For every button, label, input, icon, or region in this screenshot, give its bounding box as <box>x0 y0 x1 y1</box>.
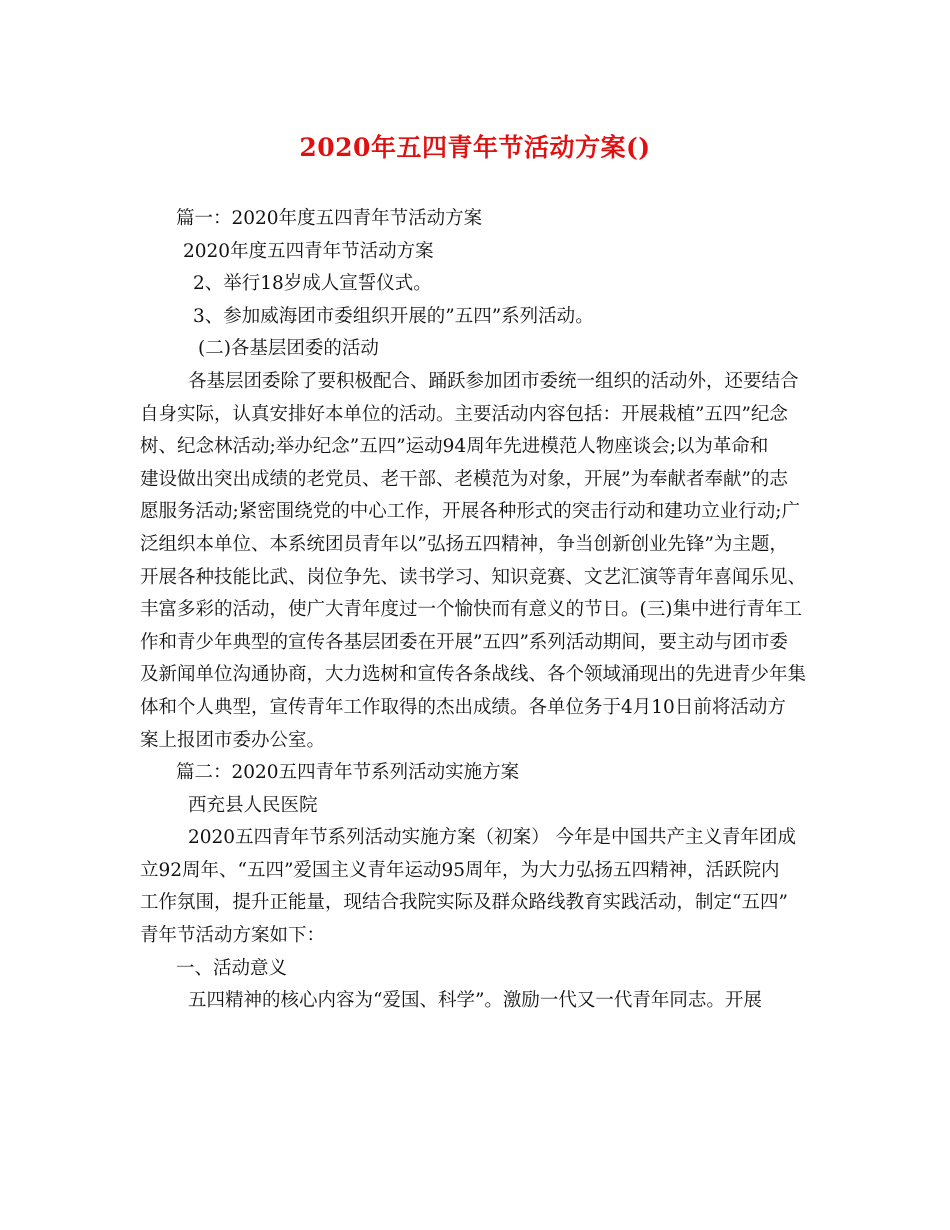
text-line: 建设做出突出成绩的老党员、老干部、老模范为对象，开展”为奉献者奉献”的志 <box>140 468 788 490</box>
text-line: 愿服务活动;紧密围绕党的中心工作，开展各种形式的突击行动和建功立业行动;广 <box>140 501 800 523</box>
text-line: 立92周年、“五四”爱国主义青年运动95周年，为大力弘扬五四精神，活跃院内 <box>140 859 780 881</box>
text-line: 案上报团市委办公室。 <box>140 729 326 751</box>
document-body <box>140 203 820 1018</box>
text-line: 工作氛围，提升正能量，现结合我院实际及群众路线教育实践活动，制定“五四” <box>140 892 788 914</box>
text-line: 青年节活动方案如下： <box>140 925 326 947</box>
text-line: 树、纪念林活动;举办纪念”五四”运动94周年先进模范人物座谈会;以为革命和 <box>140 436 769 458</box>
paragraph-item-2: 2、举行18岁成人宣誓仪式。 <box>193 273 432 295</box>
text-line: 2020五四青年节系列活动实施方案（初案） 今年是中国共产主义青年团成 <box>188 827 796 849</box>
text-line: 泛组织本单位、本系统团员青年以”弘扬五四精神，争当创新创业先锋”为主题， <box>140 533 788 555</box>
text-line: 丰富多彩的活动，使广大青年度过一个愉快而有意义的节日。(三)集中进行青年工 <box>140 599 802 621</box>
paragraph-part1-subtitle: 2020年度五四青年节活动方案 <box>183 240 434 262</box>
paragraph-item-3: 3、参加威海团市委组织开展的”五四”系列活动。 <box>193 305 594 327</box>
text-line: 各基层团委除了要积极配合、踊跃参加团市委统一组织的活动外，还要结合 <box>188 370 799 392</box>
paragraph-section-2: (二)各基层团委的活动 <box>198 338 379 360</box>
paragraph-section-heading: 一、活动意义 <box>176 957 288 979</box>
paragraph-part2-heading: 篇二：2020五四青年节系列活动实施方案 <box>176 762 520 784</box>
text-line: 自身实际，认真安排好本单位的活动。主要活动内容包括：开展栽植”五四”纪念 <box>140 403 788 425</box>
text-line: 作和青少年典型的宣传各基层团委在开展”五四”系列活动期间，要主动与团市委 <box>140 631 788 653</box>
document-title: 2020年五四青年节活动方案() <box>299 133 651 162</box>
paragraph-hospital-name: 西充县人民医院 <box>188 794 318 816</box>
paragraph-part1-heading: 篇一：2020年度五四青年节活动方案 <box>176 208 483 229</box>
text-line: 体和个人典型，宣传青年工作取得的杰出成绩。各单位务于4月10日前将活动方 <box>140 696 786 718</box>
text-line: 及新闻单位沟通协商，大力选树和宣传各条战线、各个领域涌现出的先进青少年集 <box>140 664 807 686</box>
text-line: 五四精神的核心内容为“爱国、科学”。激励一代又一代青年同志。开展 <box>188 990 762 1012</box>
text-line: 开展各种技能比武、岗位争先、读书学习、知识竞赛、文艺汇演等青年喜闻乐见、 <box>140 566 807 588</box>
